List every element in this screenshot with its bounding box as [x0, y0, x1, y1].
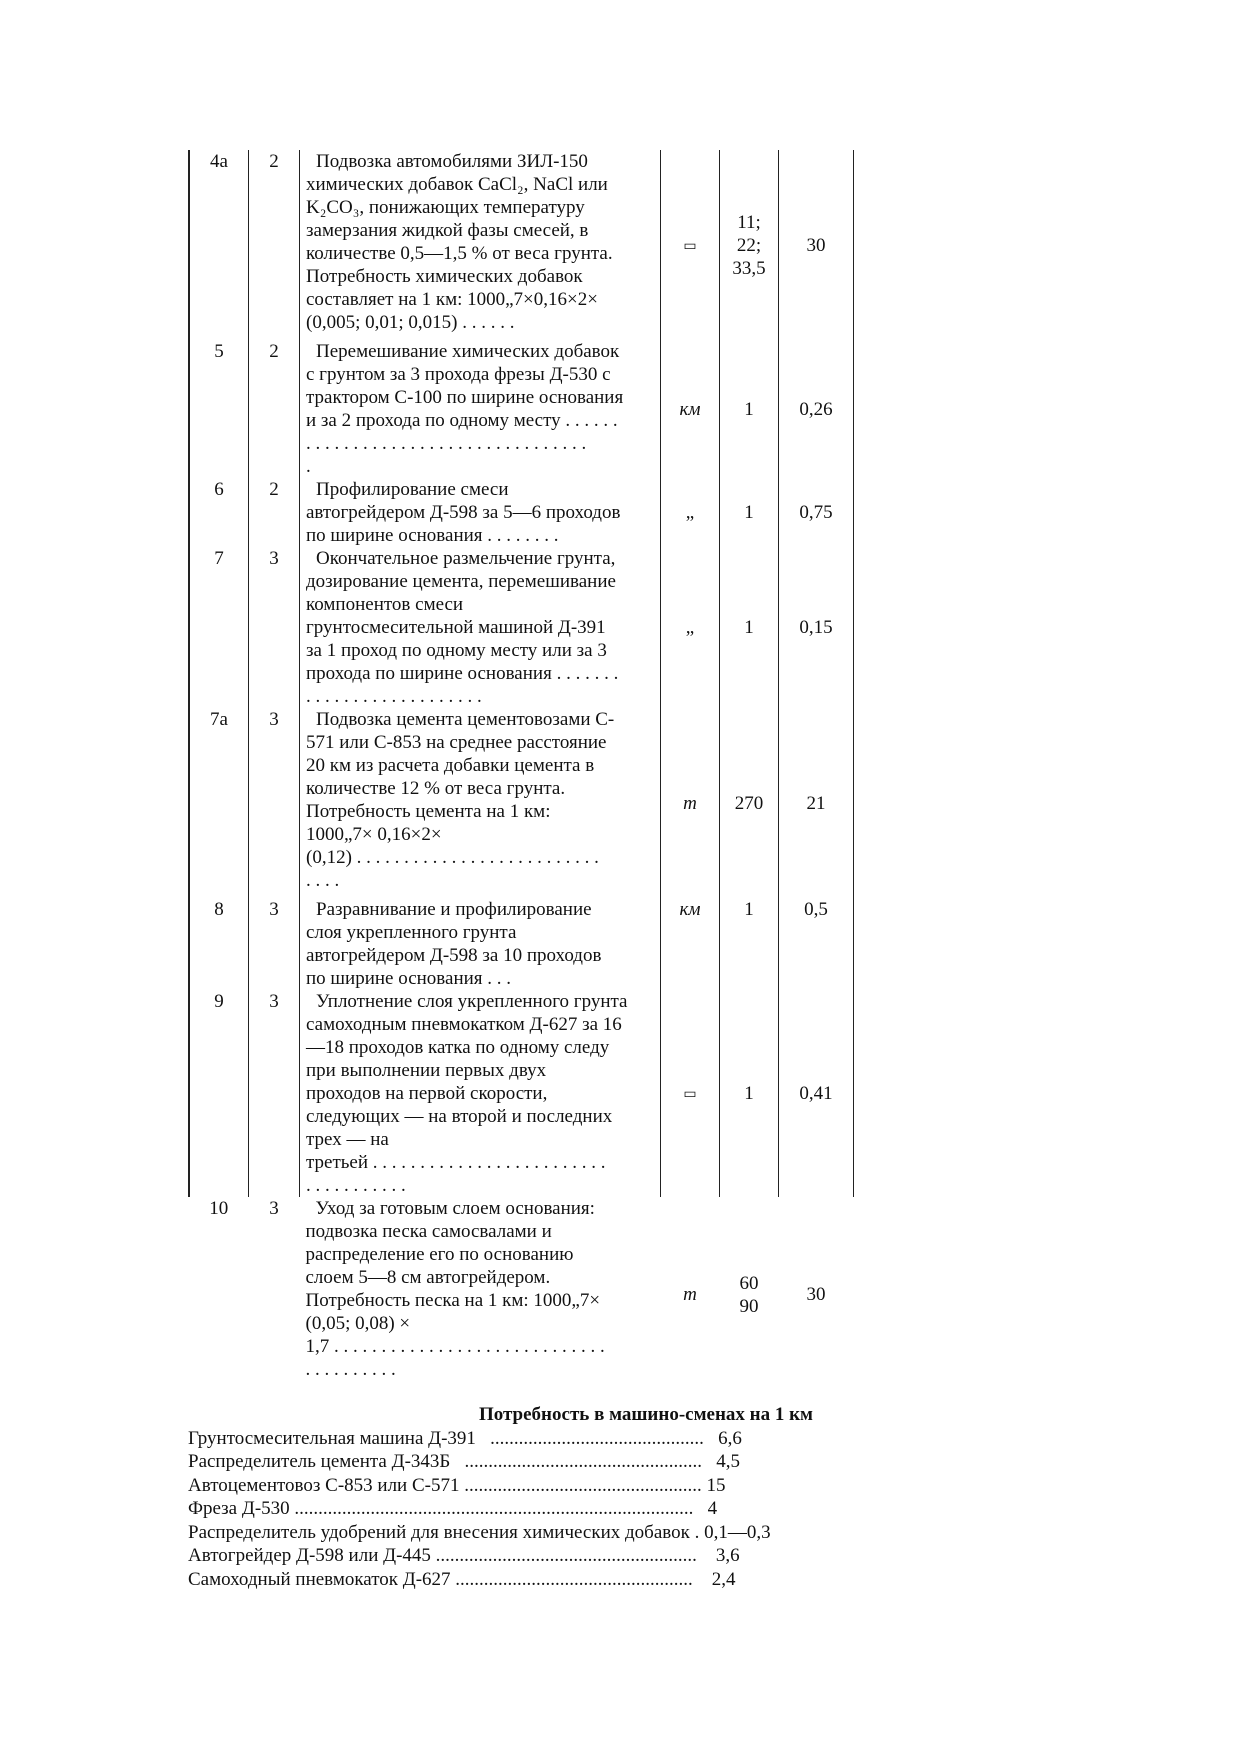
row-quantity: 1 [720, 547, 779, 708]
row-quantity: 11; 22; 33,5 [720, 150, 779, 340]
row-value: 0,75 [779, 478, 854, 547]
table-row [189, 708, 854, 898]
row-unit: ▭ [661, 990, 720, 1197]
row-description: Подвозка цемента цементовозами С- 571 или С-853 на среднее расстояние 20 км из расчета добавки цемента в количестве 12 % от веса грунта. Потребность цемента на 1 км: 1000„7× 0,16×2× (0,12) . . . . . . . . . . . . . . . . . . . . . . . . . . . . . . [300, 708, 661, 898]
row-stage: 2 [249, 150, 300, 340]
row-quantity: 270 [720, 708, 779, 898]
operations-table-body [189, 150, 854, 1392]
row-number: 6 [189, 478, 249, 547]
machine-shift-needs [188, 1403, 828, 1591]
row-unit: ▭ [661, 150, 720, 340]
row-number: 7 [189, 547, 249, 708]
row-unit: „ [661, 478, 720, 547]
row-value: 0,41 [779, 990, 854, 1197]
needs-title: Потребность в машино-сменах на 1 км [478, 1404, 813, 1425]
needs-item: Распределитель цемента Д-343Б .................................................. 4,5 [188, 1451, 741, 1472]
row-stage: 2 [249, 478, 300, 547]
row-unit: т [683, 1284, 697, 1305]
row-stage: 3 [249, 990, 300, 1197]
needs-item: Автогрейдер Д-598 или Д-445 ....................................................... 3,6 [188, 1545, 740, 1566]
row-description: Уплотнение слоя укрепленного грунта самоходным пневмокатком Д-627 за 16 —18 проходов катка по одному следу при выполнении первых двух проходов на первой скорости, следующих — на второй и последних трех — на третьей . . . . . . . . . . . . . . . . . . . . . . . . . . . . . . . . . . . . [300, 990, 661, 1197]
row-unit: „ [661, 547, 720, 708]
row-value: 30 [806, 1284, 826, 1305]
table-row [189, 990, 854, 1197]
row-description: Разравнивание и профилирование слоя укрепленного грунта автогрейдером Д-598 за 10 проходов по ширине основания . . . [300, 898, 661, 990]
needs-item: Распределитель удобрений для внесения химических добавок . 0,1—0,3 [188, 1521, 771, 1543]
row-unit: км [661, 898, 720, 990]
row-number: 10 [209, 1198, 229, 1219]
row-description: Подвозка автомобилями ЗИЛ-150 химических добавок CaCl₂, NaCl или K₂CO₃, понижающих температуру замерзания жидкой фазы смесей, в количестве 0,5—1,5 % от веса грунта. Потребность химических добавок составляет на 1 км: 1000„7×0,16×2× (0,005; 0,01; 0,015) . . . . . . [300, 150, 661, 340]
row-value: 0,5 [779, 898, 854, 990]
row-unit: т [661, 708, 720, 898]
row-stage: 2 [249, 340, 300, 478]
row-quantity: 1 [720, 990, 779, 1197]
row-value: 0,26 [779, 340, 854, 478]
row-number: 5 [189, 340, 249, 478]
row-description: Перемешивание химических добавок с грунтом за 3 прохода фрезы Д-530 с трактором С-100 по ширине основания и за 2 прохода по одному месту . . . . . . . . . . . . . . . . . . . . . . . . . . . . . . . . . . . . . [300, 340, 661, 478]
table-row [189, 547, 854, 708]
operations-table [188, 150, 854, 1392]
row-stage: 3 [249, 898, 300, 990]
row-description: Профилирование смеси автогрейдером Д-598 за 5—6 проходов по ширине основания . . . . . . . . [300, 478, 661, 547]
needs-item: Автоцементовоз С-853 или С-571 .................................................. 15 [188, 1474, 726, 1496]
row-value: 21 [779, 708, 854, 898]
row-description: Уход за готовым слоем основания: подвозка песка самосвалами и распределение его по основанию слоем 5—8 см автогрейдером. Потребность песка на 1 км: 1000„7× (0,05; 0,08) × 1,7 . . . . . . . . . . . . . . . . . . . . . . . . . . . . . . . . . . . . . . . [305, 1198, 605, 1380]
row-number: 8 [189, 898, 249, 990]
row-quantity: 60 90 [739, 1272, 759, 1317]
row-description: Окончательное размельчение грунта, дозирование цемента, перемешивание компонентов смеси грунтосмесительной машиной Д-391 за 1 проход по одному месту или за 3 прохода по ширине основания . . . . . . . . . . . . . . . . . . . . . . . . . . [300, 547, 661, 708]
table-row [189, 478, 854, 547]
row-quantity: 1 [720, 340, 779, 478]
row-number: 9 [189, 990, 249, 1197]
row-value: 0,15 [779, 547, 854, 708]
table-row [189, 340, 854, 478]
table-row [189, 898, 854, 990]
row-value: 30 [779, 150, 854, 340]
row-number: 7а [189, 708, 249, 898]
row-quantity: 1 [720, 478, 779, 547]
row-stage: 3 [249, 708, 300, 898]
needs-item: Грунтосмесительная машина Д-391 ............................................. 6,6 [188, 1427, 742, 1449]
row-stage: 3 [249, 547, 300, 708]
row-quantity: 1 [720, 898, 779, 990]
needs-item: Фреза Д-530 .................................................................................... 4 [188, 1498, 718, 1519]
table-row [189, 150, 854, 340]
needs-item: Самоходный пневмокаток Д-627 .................................................. 2,4 [188, 1568, 736, 1590]
row-unit: км [661, 340, 720, 478]
table-row [189, 1197, 854, 1392]
row-stage: 3 [269, 1198, 279, 1219]
row-number: 4а [189, 150, 249, 340]
